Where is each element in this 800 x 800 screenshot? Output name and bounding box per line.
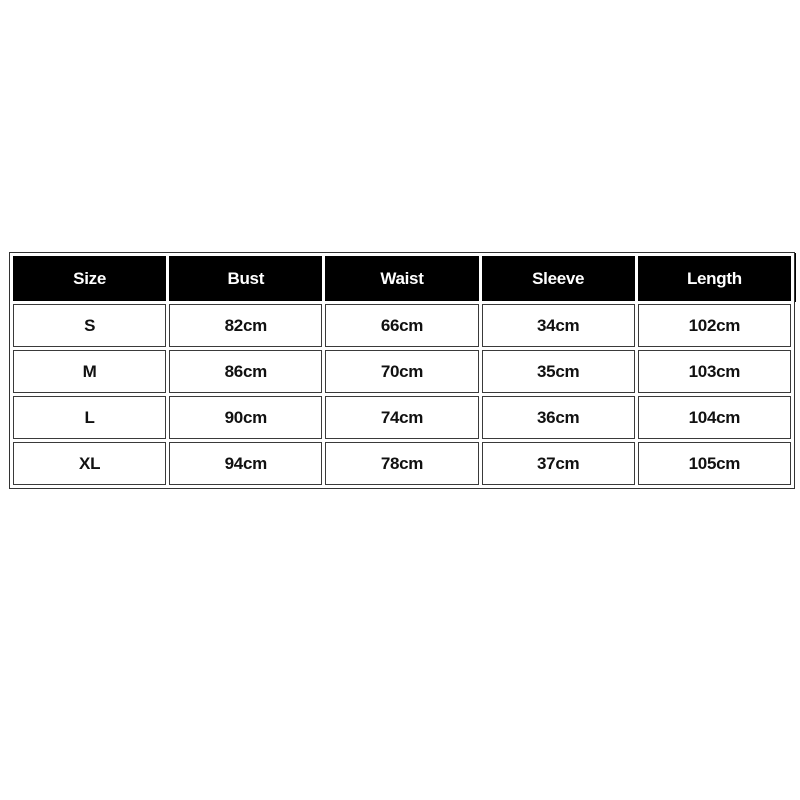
table-row bbox=[13, 396, 791, 439]
cell-bust: 90cm bbox=[169, 396, 322, 439]
table-row bbox=[13, 350, 791, 393]
cell-length: 105cm bbox=[638, 442, 791, 485]
cell-size: M bbox=[13, 350, 166, 393]
cell-sleeve: 34cm bbox=[482, 304, 635, 347]
cell-length: 102cm bbox=[638, 304, 791, 347]
cell-length: 104cm bbox=[638, 396, 791, 439]
size-chart-table bbox=[9, 252, 795, 489]
cell-sleeve: 35cm bbox=[482, 350, 635, 393]
header-size: Size bbox=[13, 256, 166, 301]
cell-waist: 70cm bbox=[325, 350, 478, 393]
header-sleeve: Sleeve bbox=[482, 256, 635, 301]
cell-length: 103cm bbox=[638, 350, 791, 393]
header-waist: Waist bbox=[325, 256, 478, 301]
cell-waist: 78cm bbox=[325, 442, 478, 485]
cell-bust: 94cm bbox=[169, 442, 322, 485]
cell-bust: 82cm bbox=[169, 304, 322, 347]
table-row bbox=[13, 304, 791, 347]
cell-size: S bbox=[13, 304, 166, 347]
header-length: Length bbox=[638, 256, 791, 301]
cell-waist: 74cm bbox=[325, 396, 478, 439]
cell-bust: 86cm bbox=[169, 350, 322, 393]
header-bust: Bust bbox=[169, 256, 322, 301]
table-row bbox=[13, 442, 791, 485]
cell-size: XL bbox=[13, 442, 166, 485]
cell-sleeve: 36cm bbox=[482, 396, 635, 439]
cell-waist: 66cm bbox=[325, 304, 478, 347]
cell-sleeve: 37cm bbox=[482, 442, 635, 485]
header-row bbox=[13, 256, 791, 301]
cell-size: L bbox=[13, 396, 166, 439]
